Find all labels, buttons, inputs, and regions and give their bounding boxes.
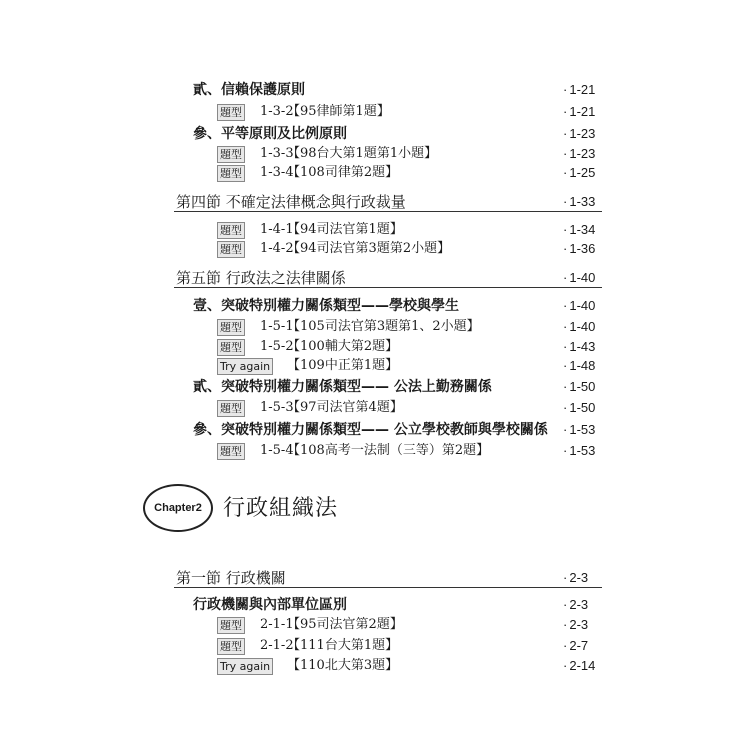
page-number: · 1-50 xyxy=(563,377,599,397)
question-type-tag: 題型 xyxy=(217,241,245,258)
toc-question-row xyxy=(0,102,750,122)
question-code: 1-3-3 xyxy=(260,146,294,161)
question-type-tag: Try again xyxy=(217,358,273,375)
subsection-title: 參、突破特別權力關係類型—— 公立學校教師與學校關係 xyxy=(193,422,548,438)
chapter-badge-label: Chapter2 xyxy=(154,502,202,514)
page-number: · 1-48 xyxy=(563,356,599,376)
question-type-tag: 題型 xyxy=(217,319,245,336)
toc-subsection-row xyxy=(0,124,750,144)
toc-question-row xyxy=(0,356,750,376)
question-type-tag: 題型 xyxy=(217,146,245,163)
page-number: · 1-21 xyxy=(563,80,599,100)
toc-question-row xyxy=(0,398,750,418)
question-source: 【98台大第1題第1小題】 xyxy=(287,146,438,161)
subsection-title: 貳、突破特別權力關係類型—— 公法上勤務關係 xyxy=(193,379,492,395)
question-code: 1-4-2 xyxy=(260,241,294,256)
toc-question-row xyxy=(0,239,750,259)
page-number: · 1-25 xyxy=(563,163,599,183)
question-source: 【105司法官第3題第1、2小題】 xyxy=(287,319,480,334)
toc-question-row xyxy=(0,337,750,357)
toc-subsection-row xyxy=(0,80,750,100)
toc-section-row xyxy=(0,192,750,212)
toc-subsection-row xyxy=(0,377,750,397)
page-number: · 1-43 xyxy=(563,337,599,357)
toc-question-row xyxy=(0,441,750,461)
chapter-title: 行政組織法 xyxy=(223,496,339,521)
toc-question-row xyxy=(0,220,750,240)
question-source: 【95司法官第2題】 xyxy=(287,617,403,632)
question-code: 1-3-4 xyxy=(260,165,294,180)
section-title: 第一節 行政機關 xyxy=(176,569,286,587)
question-type-tag: 題型 xyxy=(217,339,245,356)
toc-subsection-row xyxy=(0,420,750,440)
page-number: · 1-40 xyxy=(563,317,599,337)
page-number: · 2-3 xyxy=(563,615,599,635)
subsection-title: 行政機關與內部單位區別 xyxy=(193,597,347,613)
toc-question-row xyxy=(0,636,750,656)
question-type-tag: 題型 xyxy=(217,165,245,182)
question-type-tag: 題型 xyxy=(217,222,245,239)
question-source: 【109中正第1題】 xyxy=(287,358,399,373)
page-number: · 1-21 xyxy=(563,102,599,122)
toc-question-row xyxy=(0,317,750,337)
question-code: 1-5-4 xyxy=(260,443,294,458)
toc-question-row xyxy=(0,144,750,164)
subsection-title: 貳、信賴保護原則 xyxy=(193,82,305,98)
section-title: 第四節 不確定法律概念與行政裁量 xyxy=(176,193,406,211)
question-code: 1-3-2 xyxy=(260,104,294,119)
toc-question-row xyxy=(0,656,750,676)
question-code: 2-1-1 xyxy=(260,617,294,632)
subsection-title: 參、平等原則及比例原則 xyxy=(193,126,347,142)
page-number: · 1-34 xyxy=(563,220,599,240)
question-source: 【94司法官第1題】 xyxy=(287,222,403,237)
question-source: 【97司法官第4題】 xyxy=(287,400,403,415)
page-number: · 1-53 xyxy=(563,441,599,461)
toc-question-row xyxy=(0,163,750,183)
toc-section-row xyxy=(0,268,750,288)
question-source: 【95律師第1題】 xyxy=(287,104,390,119)
question-code: 1-4-1 xyxy=(260,222,294,237)
question-type-tag: 題型 xyxy=(217,638,245,655)
page-number: · 1-33 xyxy=(563,192,599,212)
toc-question-row xyxy=(0,615,750,635)
page-number: · 2-7 xyxy=(563,636,599,656)
section-title: 第五節 行政法之法律關係 xyxy=(176,269,346,287)
page-number: · 1-53 xyxy=(563,420,599,440)
page-number: · 2-3 xyxy=(563,568,599,588)
question-source: 【111台大第1題】 xyxy=(287,638,399,653)
subsection-title: 壹、突破特別權力關係類型——學校與學生 xyxy=(193,298,459,314)
question-source: 【108司律第2題】 xyxy=(287,165,399,180)
page-number: · 2-14 xyxy=(563,656,599,676)
question-type-tag: 題型 xyxy=(217,104,245,121)
question-code: 1-5-1 xyxy=(260,319,294,334)
question-type-tag: 題型 xyxy=(217,443,245,460)
toc-subsection-row xyxy=(0,296,750,316)
question-code: 1-5-3 xyxy=(260,400,294,415)
question-code: 1-5-2 xyxy=(260,339,294,354)
question-source: 【94司法官第3題第2小題】 xyxy=(287,241,451,256)
page-number: · 1-23 xyxy=(563,144,599,164)
question-source: 【108高考一法制（三等）第2題】 xyxy=(287,443,490,458)
question-type-tag: Try again xyxy=(217,658,273,675)
page-number: · 1-36 xyxy=(563,239,599,259)
question-source: 【110北大第3題】 xyxy=(287,658,399,673)
chapter-badge xyxy=(143,484,213,532)
page-number: · 1-40 xyxy=(563,296,599,316)
page-number: · 1-50 xyxy=(563,398,599,418)
toc-section-row xyxy=(0,568,750,588)
question-source: 【100輔大第2題】 xyxy=(287,339,399,354)
page-number: · 1-23 xyxy=(563,124,599,144)
question-type-tag: 題型 xyxy=(217,617,245,634)
toc-subsection-row xyxy=(0,595,750,615)
page-number: · 1-40 xyxy=(563,268,599,288)
question-type-tag: 題型 xyxy=(217,400,245,417)
question-code: 2-1-2 xyxy=(260,638,294,653)
page-number: · 2-3 xyxy=(563,595,599,615)
